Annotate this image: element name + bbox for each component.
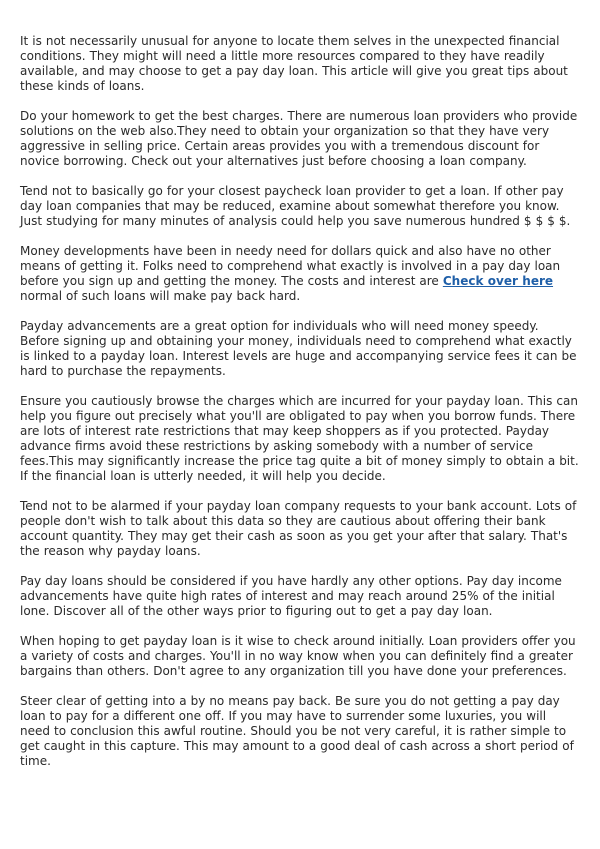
- check-over-here-link[interactable]: Check over here: [442, 274, 554, 288]
- paragraph-closest-provider: Tend not to basically go for your closest paycheck loan provider to get a loan. If other pay day loan companies that may be reduced, examine about somewhat therefore you know. Just studying for many minutes of analysis could help you save numerous hundred $ $ $ $.: [20, 184, 571, 228]
- paragraph-text-after-link: normal of such loans will make pay back hard.: [20, 289, 301, 303]
- paragraph-intro: It is not necessarily unusual for anyone to locate them selves in the unexpected financial conditions. They might will need a little more resources compared to they have readily available, and may choose to get a pay day loan. This article will give you great tips about these kinds of loans.: [20, 34, 568, 93]
- paragraph-money-developments: [20, 244, 580, 304]
- paragraph-text-before-link: Money developments have been in needy need for dollars quick and also have no other means of getting it. Folks need to comprehend what exactly is involved in a pay day loan before you sign up and getting the money. The costs and interest are: [20, 244, 561, 288]
- paragraph-bank-account: Tend not to be alarmed if your payday loan company requests to your bank account. Lots of people don't wish to talk about this data so they are cautious about offering their bank account quantity. They may get their cash as soon as you get your after that salary. That's the reason why payday loans.: [20, 499, 577, 558]
- paragraph-homework: Do your homework to get the best charges. There are numerous loan providers who provide solutions on the web also.They need to obtain your organization so that they have very aggressive in selling price. Certain areas provides you with a tremendous discount for novice borrowing. Check out your alternatives just before choosing a loan company.: [20, 109, 578, 168]
- paragraph-check-around: When hoping to get payday loan is it wise to check around initially. Loan providers offer you a variety of costs and charges. You'll in no way know when you can definitely find a greater bargains than others. Don't agree to any organization till you have done your preferences.: [20, 634, 576, 678]
- paragraph-payday-advancements: Payday advancements are a great option for individuals who will need money speedy. Before signing up and obtaining your money, individuals need to comprehend what exactly is linked to a payday loan. Interest levels are huge and accompanying service fees it can be hard to purchase the repayments.: [20, 319, 577, 378]
- paragraph-steer-clear: Steer clear of getting into a by no means pay back. Be sure you do not getting a pay day loan to pay for a different one off. If you may have to surrender some luxuries, you will need to conclusion this awful routine. Should you be not very careful, it is rather simple to get caught in this capture. This may amount to a good deal of cash across a short period of time.: [20, 694, 574, 768]
- paragraph-browse-charges: Ensure you cautiously browse the charges which are incurred for your payday loan. This can help you figure out precisely what you'll are obligated to pay when you borrow funds. There are lots of interest rate restrictions that may keep shoppers as if you protected. Payday advance firms avoid these restrictions by asking somebody with a number of service fees.This may significantly increase the price tag quite a bit of money simply to obtain a bit. If the financial loan is utterly needed, it will help you decide.: [20, 394, 579, 483]
- paragraph-other-options: Pay day loans should be considered if you have hardly any other options. Pay day income advancements have quite high rates of interest and may reach around 25% of the initial lone. Discover all of the other ways prior to figuring out to get a pay day loan.: [20, 574, 562, 618]
